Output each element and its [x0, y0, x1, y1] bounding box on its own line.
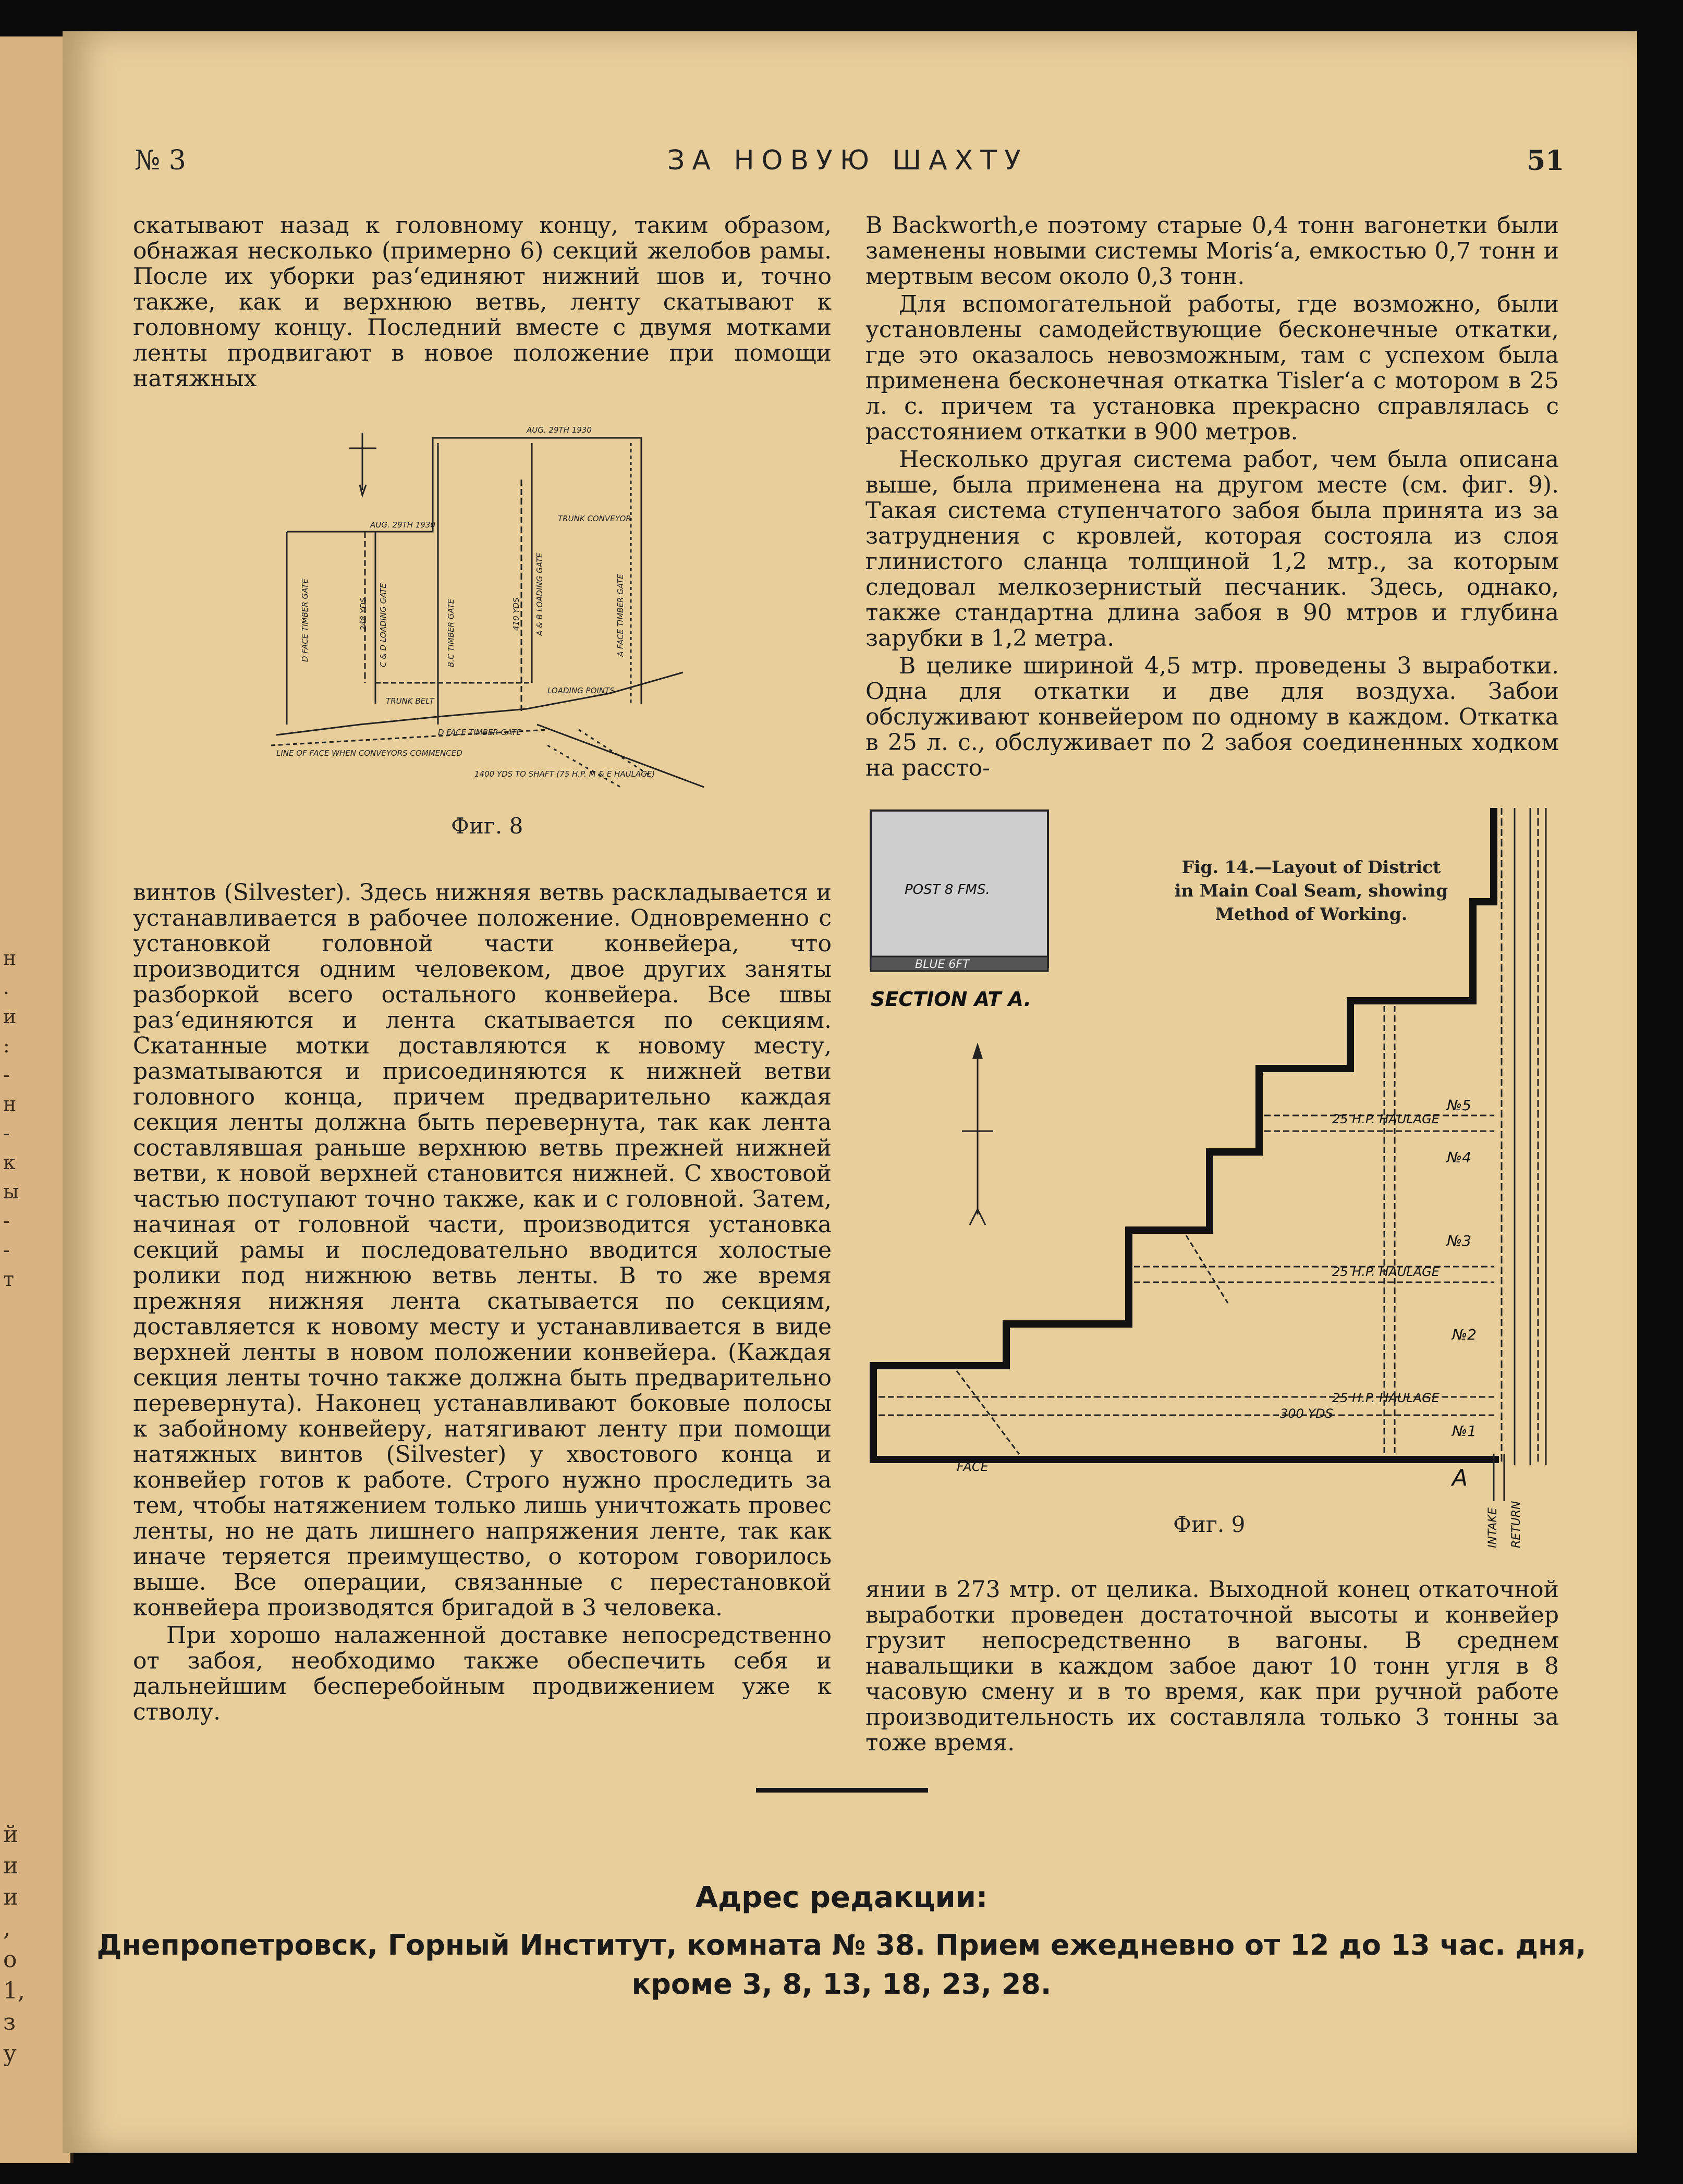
figure-8-diagram	[255, 412, 725, 803]
column-2-bottom	[865, 1577, 1559, 1758]
fig9-no3: №3	[1447, 1232, 1471, 1249]
column-2-top	[865, 213, 1559, 783]
fig9-300yds: 300 YDS	[1280, 1406, 1333, 1421]
paragraph: винтов (Silvester). Здесь нижняя ветвь раскладывается и устанавливается в рабочее положение. Одновременно с установкой головной части конвейера, что производится одним человеком, двое других заняты разборкой всего остального конвейера. Все швы раз‘единяются и лента скатывается по секциям. Скатанные мотки доставляются к новому месту, разматываются и присоединяются к нижней ветви головного конца, причем предварительно каждая секция ленты должна быть перевернута, так как лента составлявшая раньше верхнюю ветвь прежней нижней ветви, к новой верхней становится нижней. С хвостовой частью поступают точно также, как и с головной. Затем, начиная от головной части, производится установка секций рамы и последовательно вводится холостые ролики под нижнюю ветвь ленты. В то же время прежняя нижняя лента скатывается по секциям, доставляется к новому месту и устанавливается в виде верхней ленты в новом положении конвейера. (Каждая секция ленты точно также должна быть предварительно перевернута). Наконец устанавливают боковые полосы к забойному конвейеру, натягивают ленту при помощи натяжных винтов (Silvester) у хвостового конца и конвейер готов к работе. Строго нужно проследить за тем, чтобы натяжением только лишь уничтожать провес ленты, но не дать лишнего напряжения ленте, так как иначе теряется преимущество, о котором говорилось выше. Все операции, связанные с перестановкой конвейера производятся бригадой в 3 человека.	[133, 879, 832, 1621]
fig8-label-aug-left: AUG. 29TH 1930	[370, 520, 435, 530]
issue-number: № 3	[135, 145, 186, 176]
fig9-title-line-1: Fig. 14.—Layout of District	[1181, 857, 1441, 877]
previous-page-text-a: н . и : - н - к ы - - т	[3, 947, 19, 1291]
paragraph: В целике шириной 4,5 мтр. проведены 3 выработки. Одна для откатки и две для воздуха. Забои обслуживают конвейером по одному в каждом. Откатка в 25 л. с., обслуживает по 2 забоя соединенных ходком на рассто-	[865, 653, 1559, 781]
fig9-post-label: POST 8 FMS.	[905, 882, 990, 898]
fig8-label-shaft: 1400 YDS TO SHAFT (75 H.P. M & E HAULAGE)	[474, 769, 655, 779]
address-line-1: Днепропетровск, Горный Институт, комната № 38. Прием ежедневно от 12 до 13 час. дня,	[96, 1929, 1587, 1961]
fig8-label-trunk-belt: TRUNK BELT	[386, 696, 434, 706]
fig9-return-label: RETURN	[1510, 1501, 1523, 1548]
figure-9-caption: Фиг. 9	[1173, 1512, 1246, 1537]
fig9-face-label: FACE	[957, 1459, 989, 1474]
fig9-no5: №5	[1447, 1097, 1471, 1114]
page-number: 51	[1527, 145, 1565, 177]
fig8-label-248yds: 248 YDS	[359, 597, 368, 631]
fig9-intake-label: INTAKE	[1486, 1507, 1499, 1548]
fig8-label-bc-timber: B.C TIMBER GATE	[446, 598, 456, 667]
fig9-no4: №4	[1447, 1149, 1471, 1166]
fig8-label-d-face: D FACE TIMBER GATE	[300, 579, 310, 662]
paragraph: В Backworth,е поэтому старые 0,4 тонн вагонетки были заменены новыми системы Moris‘a, емкостью 0,7 тонн и мертвым весом около 0,3 тонн.	[865, 212, 1559, 290]
fig8-label-410yds: 410 YDS	[511, 597, 521, 631]
fig9-title-line-3: Method of Working.	[1215, 904, 1408, 924]
fig9-haulage-top: 25 H.P. HAULAGE	[1332, 1112, 1440, 1126]
fig9-blue-label: BLUE 6FT	[915, 958, 970, 971]
fig8-label-ab-loading: A & B LOADING GATE	[535, 553, 544, 636]
paragraph: Несколько другая система работ, чем была описана выше, была применена на другом месте (см. фиг. 9). Такая система ступенчатого забоя была принята из за затруднения с кровлей, которая состояла из слоя глинистого сланца толщиной 1,2 мтр., за которым следовал мелкозернистый песчаник. Здесь, однако, также стандартна длина забоя в 90 мтров и глубина зарубки в 1,2 метра.	[865, 446, 1559, 652]
paragraph: Для вспомогательной работы, где возможно, были установлены самодействующие бесконечные откатки, где это оказалось невозможным, там с успехом была применена бесконечная откатка Tisler‘a с мотором в 25 л. с. причем та установка прекрасно справлялась с расстоянием откатки в 900 метров.	[865, 291, 1559, 445]
separator-rule	[756, 1788, 928, 1793]
fig9-no2: №2	[1452, 1326, 1477, 1343]
fig9-haulage-bot: 25 H.P. HAULAGE	[1332, 1391, 1440, 1405]
fig8-label-d-face-bottom: D FACE TIMBER GATE	[438, 728, 521, 737]
fig9-no1: №1	[1452, 1422, 1477, 1440]
fig8-label-aug-top: AUG. 29TH 1930	[527, 425, 592, 435]
fig8-label-cd-loading: C & D LOADING GATE	[379, 583, 388, 667]
fig9-section-label: SECTION AT A.	[871, 988, 1032, 1011]
fig9-title-line-2: in Main Coal Seam, showing	[1174, 880, 1448, 901]
column-1-bottom	[133, 880, 832, 1727]
fig8-label-a-face: A FACE TIMBER GATE	[616, 574, 625, 657]
figure-9-diagram	[863, 808, 1556, 1559]
fig8-label-trunk-conveyor: TRUNK CONVEYOR	[558, 514, 631, 523]
address-line-2: кроме 3, 8, 13, 18, 23, 28.	[631, 1968, 1052, 2001]
figure-8-caption: Фиг. 8	[451, 813, 523, 839]
address-title: Адрес редакции:	[695, 1881, 988, 1915]
previous-page-text-b: й и и , о 1, з у	[3, 1821, 25, 2067]
paragraph: янии в 273 мтр. от целика. Выходной конец откаточной выработки проведен достаточной высоты и конвейер грузит непосредственно в вагоны. В среднем навальщики в каждом забое дают 10 тонн угля в 8 часовую смену и в то время, как при ручной работе производительность их составляла только 3 тонны за тоже время.	[865, 1576, 1559, 1756]
fig9-a-label: A	[1452, 1465, 1468, 1491]
paragraph: скатывают назад к головному концу, таким образом, обнажая несколько (примерно 6) секций желобов рамы. После их уборки раз‘единяют нижний шов и, точно также, как и верхнюю ветвь, ленту скатывают к головному концу. Последний вместе с двумя мотками ленты продвигают в новое положение при помощи натяжных	[133, 212, 832, 392]
paragraph: При хорошо налаженной доставке непосредственно от забоя, необходимо также обеспечить себя и дальнейшим бесперебойным продвижением уже к стволу.	[133, 1622, 832, 1725]
fig9-haulage-mid: 25 H.P. HAULAGE	[1332, 1265, 1440, 1279]
column-1-top	[133, 213, 832, 394]
journal-title: ЗА НОВУЮ ШАХТУ	[667, 145, 1028, 176]
fig8-label-line-of-face: LINE OF FACE WHEN CONVEYORS COMMENCED	[276, 749, 462, 758]
fig8-label-loading-points: LOADING POINTS	[547, 686, 615, 695]
